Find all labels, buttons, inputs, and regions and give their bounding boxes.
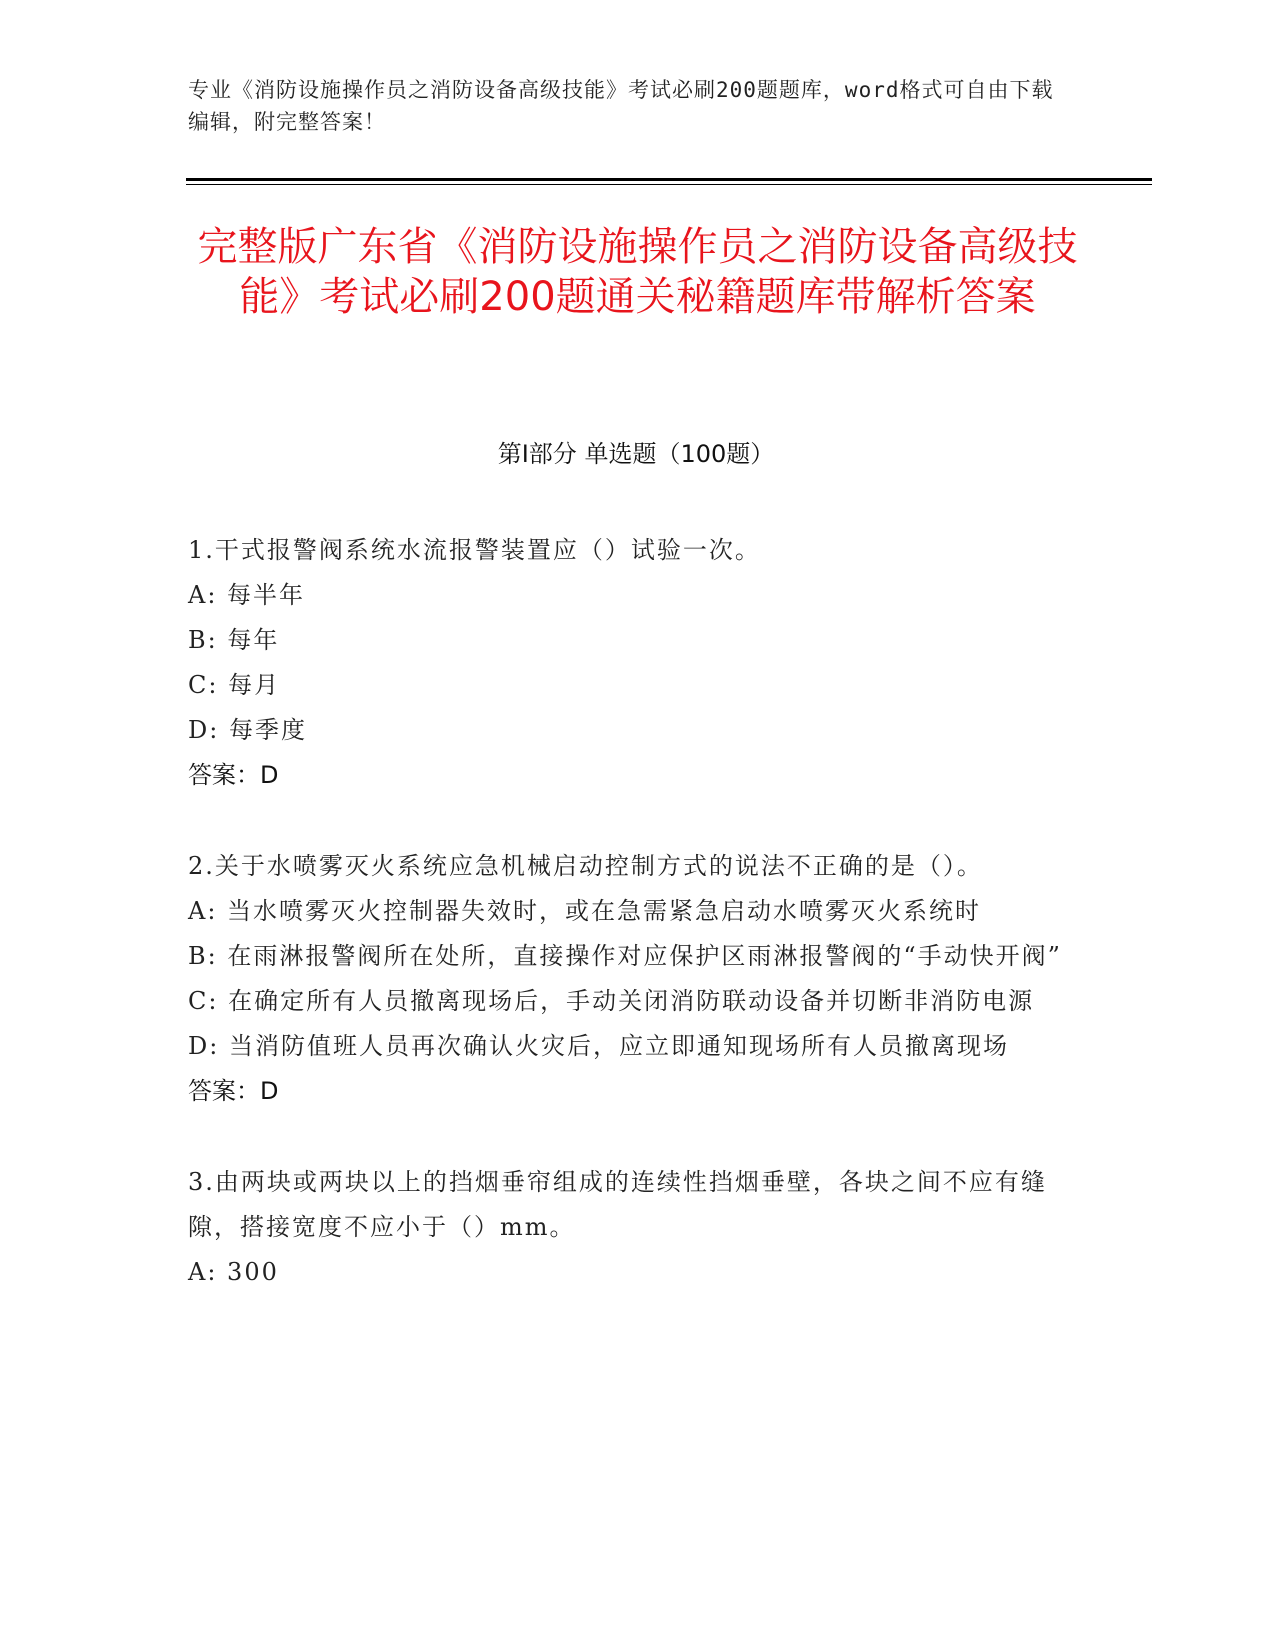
header-note: 专业《消防设施操作员之消防设备高级技能》考试必刷200题题库，word格式可自由下载编辑，附完整答案！ [188, 78, 1054, 134]
question-stem: 3.由两块或两块以上的挡烟垂帘组成的连续性挡烟垂壁，各块之间不应有缝隙，搭接宽度不应小于（）mm。 [188, 1168, 1047, 1241]
option-b: B: 每年 [188, 626, 280, 654]
option-a: A: 每半年 [188, 581, 306, 609]
question-3 [188, 1160, 1068, 1295]
option-c: C: 每月 [188, 671, 281, 699]
option-d: D: 每季度 [188, 716, 307, 744]
option-c: C: 在确定所有人员撤离现场后，手动关闭消防联动设备并切断非消防电源 [188, 987, 1035, 1015]
option-a: A: 300 [188, 1258, 279, 1286]
header-divider-thin [186, 184, 1152, 185]
answer-line: 答案：D [188, 761, 279, 789]
answer-line: 答案：D [188, 1077, 279, 1105]
header-divider-thick [186, 178, 1152, 181]
question-stem: 1.干式报警阀系统水流报警装置应（）试验一次。 [188, 536, 761, 564]
option-b: B: 在雨淋报警阀所在处所，直接操作对应保护区雨淋报警阀的“手动快开阀” [188, 942, 1062, 970]
question-list [188, 528, 1068, 1341]
question-1 [188, 528, 1068, 798]
question-2 [188, 844, 1068, 1114]
question-stem: 2.关于水喷雾灭火系统应急机械启动控制方式的说法不正确的是（）。 [188, 852, 983, 880]
option-a: A: 当水喷雾灭火控制器失效时，或在急需紧急启动水喷雾灭火系统时 [188, 897, 982, 925]
section-title: 第I部分 单选题（100题） [497, 440, 775, 468]
option-d: D: 当消防值班人员再次确认火灾后，应立即通知现场所有人员撤离现场 [188, 1032, 1009, 1060]
document-title: 完整版广东省《消防设施操作员之消防设备高级技能》考试必刷200题通关秘籍题库带解析答案 [197, 224, 1078, 320]
